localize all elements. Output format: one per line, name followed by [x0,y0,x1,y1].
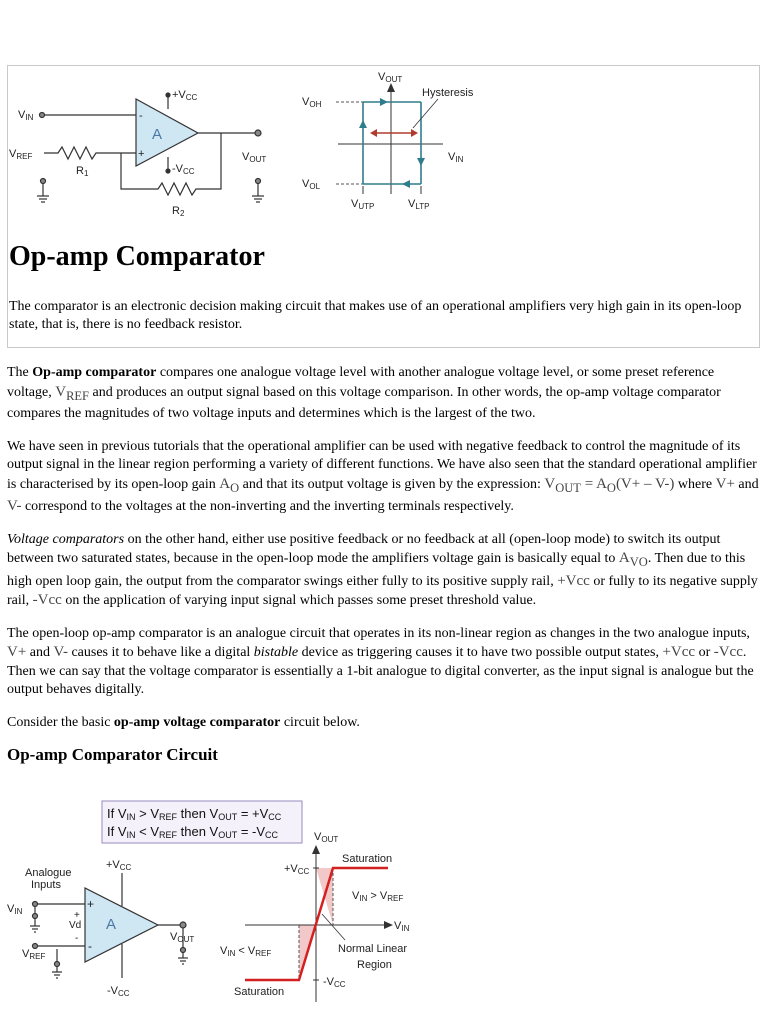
paragraph-4: The open-loop op-amp comparator is an analogue circuit that operates in its non-linear region as changes in the two analogue inputs, V+ and V- causes it to behave like a digital bistable device as triggering causes it to have two possible output states, +Vcc or -Vcc. Then we can say that the voltage comparator is essentially a 1-bit analogue to digital converter, as the input signal is analogue but the output behaves digitally. [7,625,754,697]
paragraph-2: We have seen in previous tutorials that the operational amplifier can be used with negative feedback to control the magnitude of its output signal in the linear region performing a variety of different functions. We have also seen that the standard operational amplifier is characterised by its open-loop gain $A_O$ and that its output voltage is given by the expression: $V_{OUT} = A_O(V+ - V-)$ where V+ and V- correspond to the voltages at the non-inverting and the inverting terminals respectively. [7,438,759,514]
minus-label: - [139,110,143,122]
vutp-label: VUTP [351,198,375,211]
transfer-graph [220,831,410,1002]
vol-label: VOL [302,178,321,191]
vltp-label: VLTP [408,198,430,211]
graph-vcc-neg-label: -VCC [323,976,346,989]
vd-minus: - [75,933,79,944]
saturation-top-label: Saturation [342,853,393,865]
vin-label: VIN [7,903,23,916]
page-title: Op-amp Comparator [9,241,265,272]
paragraph-5: Consider the basic op-amp voltage comparator circuit below. [7,714,360,730]
amp-label: A [152,126,163,143]
vref-label: VREF [22,948,46,961]
paragraph-1: The Op-amp comparator compares one analogue voltage level with another analogue voltage level, or some preset reference voltage, $V_{REF}$ and produces an output signal based on this voltage comparison. In other words, the op-amp voltage comparator compares the magnitudes of two voltage inputs and determines which is the largest of the two. [7,365,721,421]
plus-label: + [138,148,145,160]
r2-label: R2 [172,205,185,218]
graph-vin-label: VIN [394,920,410,933]
vcc-neg-label: -VCC [172,163,195,176]
analogue-label: Analogue [25,867,72,879]
vout-label: VOUT [170,931,195,944]
vin-label: VIN [18,109,34,122]
vout-label: VOUT [242,151,267,164]
vin-gt-vref-label: VIN > VREF [352,890,404,903]
graph-vout-label: VOUT [314,831,339,844]
graph-vout-label: VOUT [378,71,403,84]
hysteresis-graph [302,71,474,211]
hero-panel [7,65,760,348]
paragraph-3: Voltage comparators on the other hand, either use positive feedback or no feedback at all (open-loop mode) to switch its output between two saturated states, because in the open-loop mode the amplifiers voltage gain is basically equal to $A_{VO}$. Then due to this high open loop gain, the output from the comparator swings either fully to its positive supply rail, +Vcc or fully to its negative supply rail, -Vcc on the application of varying input signal which passes some preset threshold value. [7,531,758,608]
amp-label: A [106,916,117,933]
vcc-pos-label: +VCC [172,89,198,102]
comparator-hysteresis-figure [8,66,508,241]
vcc-neg-label: -VCC [107,985,130,998]
intro-text: The comparator is an electronic decision making circuit that makes use of an operational amplifiers very high gain in its open-loop state, that is, there is no feedback resistor. [9,299,742,332]
comparator-circuit-figure [0,790,440,1024]
r1-label: R1 [76,165,89,178]
vcc-pos-label: +VCC [106,859,132,872]
inputs-label: Inputs [31,879,61,891]
minus-input-label: - [88,939,92,953]
vin-lt-vref-label: VIN < VREF [220,945,272,958]
schmitt-circuit [37,93,267,202]
op-amp-triangle [136,99,198,166]
saturation-bottom-label: Saturation [234,986,285,998]
linear-region-label-2: Region [357,959,392,971]
condition-2: If VIN < VREF then VOUT = -VCC [107,824,279,840]
voh-label: VOH [302,96,322,109]
plus-input-label: + [87,897,95,911]
condition-1: If VIN > VREF then VOUT = +VCC [107,806,282,822]
section-heading: Op-amp Comparator Circuit [7,745,218,764]
linear-region-label-1: Normal Linear [338,943,408,955]
vref-label: VREF [9,148,33,161]
graph-vcc-pos-label: +VCC [284,863,310,876]
vd-plus: + [74,910,80,921]
hysteresis-label: Hysteresis [422,87,474,99]
graph-vin-label: VIN [448,151,464,164]
vd-label: Vd [69,920,82,931]
article-body [7,364,762,765]
